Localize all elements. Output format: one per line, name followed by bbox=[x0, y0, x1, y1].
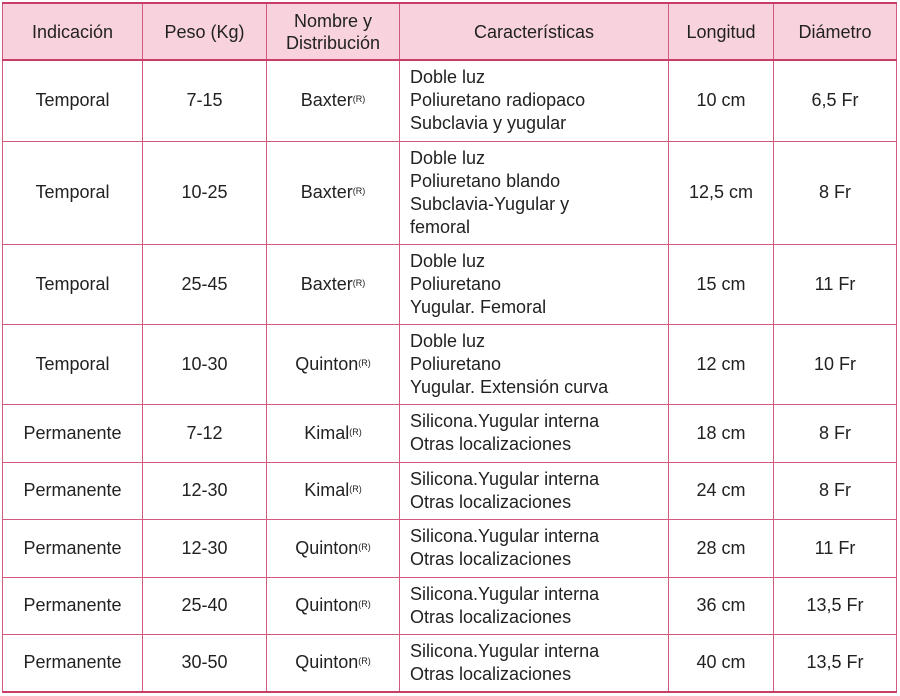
product-name: Quinton bbox=[295, 652, 359, 673]
registered-mark: (R) bbox=[358, 357, 371, 368]
cell-peso: 7-15 bbox=[143, 60, 267, 141]
cell-indicacion: Permanente bbox=[3, 577, 143, 634]
header-nombre bbox=[267, 3, 400, 60]
cell-diametro: 11 Fr bbox=[774, 244, 897, 324]
table-row bbox=[3, 634, 897, 692]
header-diametro: Diámetro bbox=[774, 3, 897, 60]
cell-peso: 12-30 bbox=[143, 519, 267, 577]
caracteristica-line: Poliuretano radiopaco bbox=[410, 90, 586, 111]
caracteristica-line: femoral bbox=[410, 216, 471, 237]
table-row bbox=[3, 577, 897, 634]
header-caracteristicas: Características bbox=[400, 3, 669, 60]
cell-longitud: 24 cm bbox=[669, 462, 774, 519]
caracteristica-line: Silicona.Yugular interna bbox=[410, 468, 600, 489]
cell-indicacion: Temporal bbox=[3, 141, 143, 244]
caracteristica-line: Otras localizaciones bbox=[410, 491, 572, 512]
caracteristica-line: Doble luz bbox=[410, 67, 486, 88]
cell-indicacion: Temporal bbox=[3, 324, 143, 404]
caracteristica-line: Doble luz bbox=[410, 330, 486, 351]
cell-indicacion: Temporal bbox=[3, 60, 143, 141]
cell-indicacion: Permanente bbox=[3, 462, 143, 519]
cell-peso: 25-45 bbox=[143, 244, 267, 324]
cell-peso: 10-25 bbox=[143, 141, 267, 244]
cell-nombre bbox=[267, 519, 400, 577]
cell-diametro: 8 Fr bbox=[774, 404, 897, 462]
cell-longitud: 12,5 cm bbox=[669, 141, 774, 244]
cell-nombre bbox=[267, 244, 400, 324]
caracteristica-line: Poliuretano bbox=[410, 273, 502, 294]
cell-caracteristicas bbox=[400, 634, 669, 692]
registered-mark: (R) bbox=[358, 541, 371, 552]
cell-nombre bbox=[267, 141, 400, 244]
table-row bbox=[3, 324, 897, 404]
header-indicacion: Indicación bbox=[3, 3, 143, 60]
table-row bbox=[3, 462, 897, 519]
cell-peso: 10-30 bbox=[143, 324, 267, 404]
header-nombre-line-1: Nombre y bbox=[293, 10, 373, 31]
cell-caracteristicas bbox=[400, 324, 669, 404]
caracteristica-line: Otras localizaciones bbox=[410, 549, 572, 569]
caracteristica-line: Otras localizaciones bbox=[410, 606, 572, 627]
registered-mark: (R) bbox=[349, 426, 362, 437]
cell-nombre bbox=[267, 60, 400, 141]
cell-indicacion: Permanente bbox=[3, 519, 143, 577]
header-nombre-line-2: Distribución bbox=[285, 32, 381, 53]
caracteristica-line: Poliuretano blando bbox=[410, 170, 561, 191]
cell-nombre bbox=[267, 634, 400, 692]
cell-diametro: 8 Fr bbox=[774, 141, 897, 244]
caracteristica-line: Silicona.Yugular interna bbox=[410, 526, 600, 546]
cell-longitud: 18 cm bbox=[669, 404, 774, 462]
caracteristica-line: Otras localizaciones bbox=[410, 663, 572, 684]
caracteristica-line: Silicona.Yugular interna bbox=[410, 583, 600, 604]
cell-longitud: 15 cm bbox=[669, 244, 774, 324]
caracteristica-line: Yugular. Femoral bbox=[410, 296, 547, 317]
caracteristica-line: Doble luz bbox=[410, 250, 486, 271]
cell-nombre bbox=[267, 577, 400, 634]
cell-peso: 30-50 bbox=[143, 634, 267, 692]
product-name: Quinton bbox=[295, 537, 359, 558]
cell-longitud: 36 cm bbox=[669, 577, 774, 634]
product-name: Baxter bbox=[300, 90, 353, 111]
registered-mark: (R) bbox=[349, 484, 362, 494]
caracteristica-line: Silicona.Yugular interna bbox=[410, 640, 600, 661]
caracteristica-line: Subclavia-Yugular y bbox=[410, 193, 570, 214]
registered-mark: (R) bbox=[352, 94, 366, 105]
registered-mark: (R) bbox=[352, 277, 366, 288]
cell-diametro: 13,5 Fr bbox=[774, 577, 897, 634]
cell-peso: 25-40 bbox=[143, 577, 267, 634]
product-name: Quinton bbox=[295, 595, 359, 615]
caracteristica-line: Poliuretano bbox=[410, 353, 502, 374]
caracteristica-line: Otras localizaciones bbox=[410, 434, 572, 454]
table-row bbox=[3, 244, 897, 324]
cell-longitud: 28 cm bbox=[669, 519, 774, 577]
product-name: Kimal bbox=[304, 422, 350, 443]
cell-longitud: 10 cm bbox=[669, 60, 774, 141]
cell-indicacion: Permanente bbox=[3, 634, 143, 692]
cell-caracteristicas bbox=[400, 404, 669, 462]
cell-diametro: 8 Fr bbox=[774, 462, 897, 519]
table-row bbox=[3, 60, 897, 141]
product-name: Quinton bbox=[295, 353, 359, 374]
cell-caracteristicas bbox=[400, 244, 669, 324]
cell-diametro: 13,5 Fr bbox=[774, 634, 897, 692]
cell-indicacion: Permanente bbox=[3, 404, 143, 462]
cell-nombre bbox=[267, 462, 400, 519]
header-peso: Peso (Kg) bbox=[143, 3, 267, 60]
table-row bbox=[3, 141, 897, 244]
caracteristica-line: Silicona.Yugular interna bbox=[410, 411, 600, 431]
registered-mark: (R) bbox=[358, 599, 371, 609]
cell-caracteristicas bbox=[400, 577, 669, 634]
product-name: Baxter bbox=[300, 273, 353, 294]
cell-longitud: 40 cm bbox=[669, 634, 774, 692]
cell-diametro: 10 Fr bbox=[774, 324, 897, 404]
cell-caracteristicas bbox=[400, 462, 669, 519]
caracteristica-line: Doble luz bbox=[410, 147, 486, 168]
cell-peso: 7-12 bbox=[143, 404, 267, 462]
header-longitud: Longitud bbox=[669, 3, 774, 60]
cell-caracteristicas bbox=[400, 60, 669, 141]
caracteristica-line: Subclavia y yugular bbox=[410, 113, 567, 134]
cell-diametro: 11 Fr bbox=[774, 519, 897, 577]
cell-diametro: 6,5 Fr bbox=[774, 60, 897, 141]
registered-mark: (R) bbox=[358, 656, 371, 667]
header-row bbox=[3, 3, 897, 60]
cell-nombre bbox=[267, 404, 400, 462]
cell-caracteristicas bbox=[400, 519, 669, 577]
registered-mark: (R) bbox=[352, 186, 366, 196]
table-row bbox=[3, 404, 897, 462]
cell-longitud: 12 cm bbox=[669, 324, 774, 404]
product-name: Kimal bbox=[304, 480, 350, 500]
cell-indicacion: Temporal bbox=[3, 244, 143, 324]
catheter-table bbox=[2, 2, 897, 693]
table-row bbox=[3, 519, 897, 577]
cell-caracteristicas bbox=[400, 141, 669, 244]
caracteristica-line: Yugular. Extensión curva bbox=[410, 376, 609, 397]
cell-peso: 12-30 bbox=[143, 462, 267, 519]
product-name: Baxter bbox=[300, 182, 353, 202]
cell-nombre bbox=[267, 324, 400, 404]
